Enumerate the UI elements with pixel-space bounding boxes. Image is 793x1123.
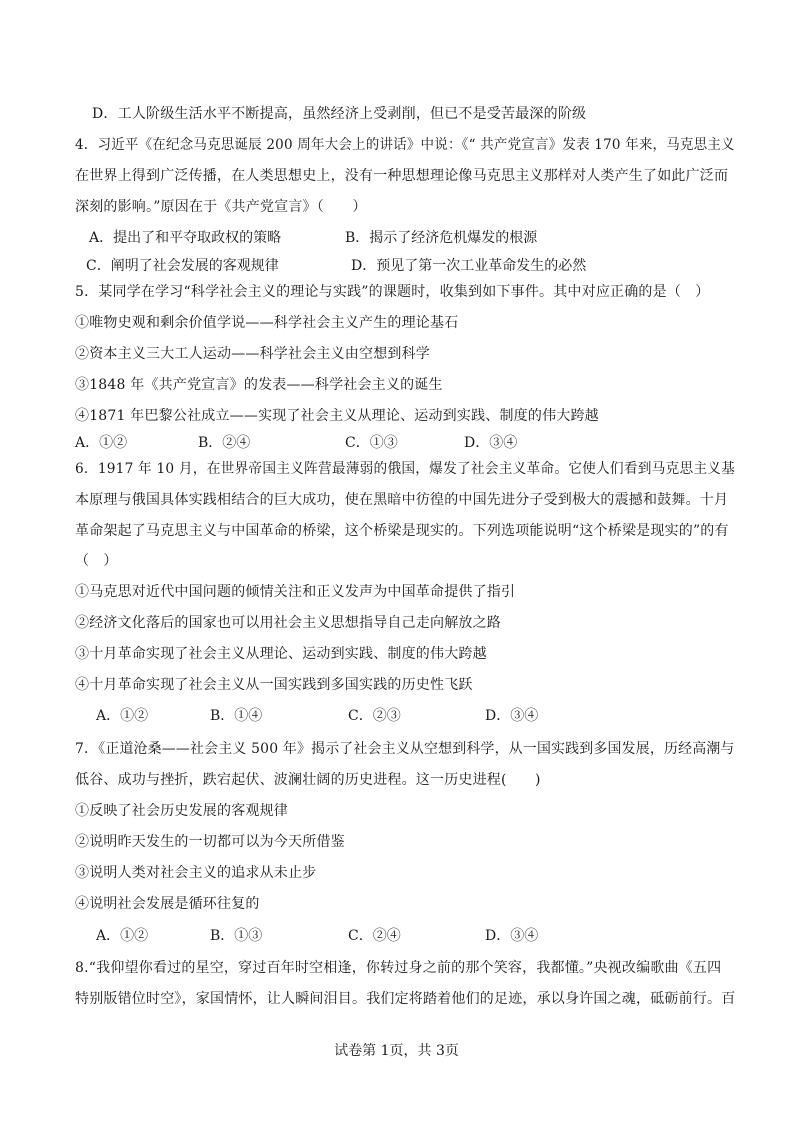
q6-stem-line-3: 革命架起了马克思主义与中国革命的桥梁，这个桥梁是现实的。下列选项能说明“这个桥梁是现实的”的有 bbox=[75, 523, 729, 539]
q5-option-a: A．①② bbox=[75, 435, 128, 451]
q7-item-1: ①反映了社会历史发展的客观规律 bbox=[75, 803, 288, 819]
q7-option-d: D．③④ bbox=[485, 928, 539, 944]
q5-option-b: B．②④ bbox=[198, 435, 251, 451]
q6-stem-line-4: （ ） bbox=[75, 553, 118, 569]
q4-option-b: B．揭示了经济危机爆发的根源 bbox=[345, 230, 538, 246]
q7-option-a: A．①② bbox=[96, 928, 149, 944]
q7-stem-line-2: 低谷、成功与挫折，跌宕起伏、波澜壮阔的历史进程。这一历史进程( ) bbox=[75, 772, 541, 788]
q5-option-c: C．①③ bbox=[345, 435, 398, 451]
q5-item-1: ①唯物史观和剩余价值学说——科学社会主义产生的理论基石 bbox=[75, 315, 459, 331]
q6-item-4: ④十月革命实现了社会主义从一国实践到多国实践的历史性飞跃 bbox=[75, 677, 473, 693]
q5-item-4: ④1871 年巴黎公社成立——实现了社会主义从理论、运动到实践、制度的伟大跨越 bbox=[75, 408, 599, 424]
q5-option-d: D．③④ bbox=[464, 435, 518, 451]
q4-option-d: D．预见了第一次工业革命发生的必然 bbox=[351, 258, 587, 274]
q6-item-3: ③十月革命实现了社会主义从理论、运动到实践、制度的伟大跨越 bbox=[75, 646, 487, 662]
q6-option-b: B．①④ bbox=[210, 708, 263, 724]
q6-option-c: C．②③ bbox=[348, 708, 401, 724]
q4-stem-line-1: 4．习近平《在纪念马克思诞辰 200 周年大会上的讲话》中说：《“ 共产党宣言》发表 170 年来，马克思主义 bbox=[75, 137, 735, 153]
q7-item-4: ④说明社会发展是循环往复的 bbox=[75, 896, 260, 912]
q6-item-2: ②经济文化落后的国家也可以用社会主义思想指导自己走向解放之路 bbox=[75, 615, 501, 631]
q4-stem-line-3: 深刻的影响。”原因在于《共产党宣言》（ ） bbox=[75, 199, 367, 215]
q5-item-3: ③1848 年《共产党宣言》的发表——科学社会主义的诞生 bbox=[75, 377, 443, 393]
q7-option-b: B．①③ bbox=[210, 928, 263, 944]
q4-option-c: C．阐明了社会发展的客观规律 bbox=[86, 258, 279, 274]
q7-item-3: ③说明人类对社会主义的追求从未止步 bbox=[75, 865, 317, 881]
q4-option-a: A．提出了和平夺取政权的策略 bbox=[89, 230, 282, 246]
q6-stem-line-2: 本原理与俄国具体实践相结合的巨大成功，使在黑暗中彷徨的中国先进分子受到极大的震撼和鼓舞。十月 bbox=[75, 492, 729, 508]
q5-item-2: ②资本主义三大工人运动——科学社会主义由空想到科学 bbox=[75, 346, 430, 362]
q6-item-1: ①马克思对近代中国问题的倾情关注和正义发声为中国革命提供了指引 bbox=[75, 584, 516, 600]
q7-option-c: C．②④ bbox=[348, 928, 401, 944]
q6-stem-line-1: 6．1917 年 10 月，在世界帝国主义阵营最薄弱的俄国，爆发了社会主义革命。它使人们看到马克思主义基 bbox=[75, 461, 736, 477]
q8-stem-line-1: 8.“我仰望你看过的星空，穿过百年时空相逢，你转过身之前的那个笑容，我都懂。”央视改编歌曲《五四 bbox=[75, 960, 722, 976]
page-footer: 试卷第 1页，共 3页 bbox=[334, 1043, 459, 1059]
q8-stem-line-2: 特别版错位时空》，家国情怀，让人瞬间泪目。我们定将踏着他们的足迹，承以身许国之魂，砥砺前行。百 bbox=[75, 991, 736, 1007]
q4-stem-line-2: 在世界上得到广泛传播，在人类思想史上，没有一种思想理论像马克思主义那样对人类产生了如此广泛而 bbox=[75, 168, 729, 184]
q5-stem: 5．某同学在学习“科学社会主义的理论与实践”的课题时，收集到如下事件。其中对应正确的是（ ） bbox=[75, 284, 710, 300]
q6-option-d: D．③④ bbox=[485, 708, 539, 724]
q7-item-2: ②说明昨天发生的一切都可以为今天所借鉴 bbox=[75, 834, 345, 850]
q7-stem-line-1: 7．《正道沧桑——社会主义 500 年》揭示了社会主义从空想到科学，从一国实践到多国发展，历经高潮与 bbox=[75, 741, 735, 757]
q6-option-a: A．①② bbox=[96, 708, 149, 724]
q3-option-d: D．工人阶级生活水平不断提高，虽然经济上受剥削，但已不是受苦最深的阶级 bbox=[92, 106, 587, 122]
